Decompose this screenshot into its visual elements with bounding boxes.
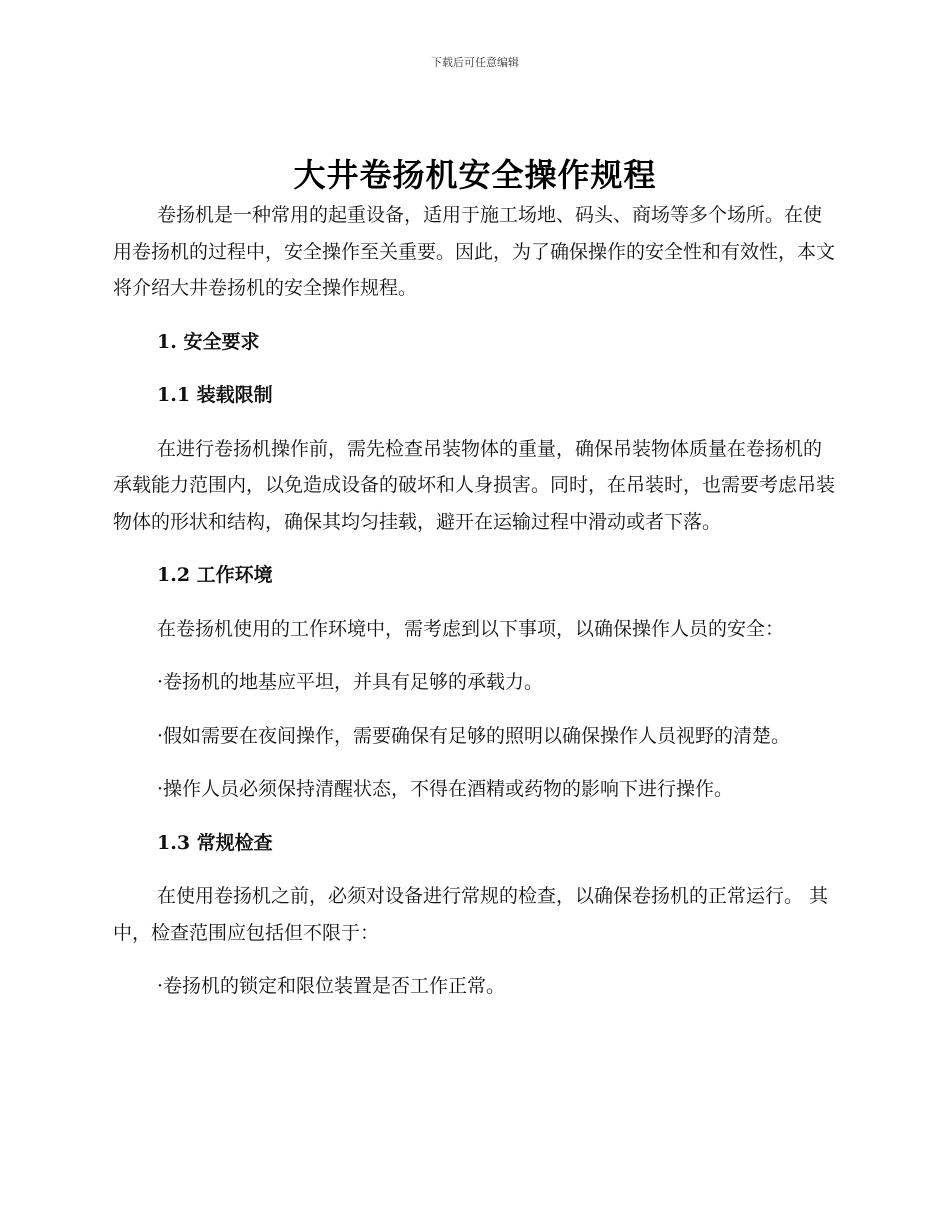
document-body: [113, 197, 837, 1005]
list-item: ·卷扬机的锁定和限位装置是否工作正常。: [157, 975, 506, 997]
section-1-1-heading: 1.1 装载限制: [157, 384, 273, 406]
section-1-3-body: 在使用卷扬机之前，必须对设备进行常规的检查，以确保卷扬机的正常运行。 其中，检查范围应包括但不限于：: [113, 885, 829, 944]
section-1-2-heading: 1.2 工作环境: [157, 564, 273, 586]
list-item: ·假如需要在夜间操作，需要确保有足够的照明以确保操作人员视野的清楚。: [157, 724, 791, 747]
document-title: 大井卷扬机安全操作规程: [293, 156, 657, 194]
section-1-1-body: 在进行卷扬机操作前，需先检查吊装物体的重量，确保吊装物体质量在卷扬机的承载能力范围内，以免造成设备的破坏和人身损害。同时，在吊装时，也需要考虑吊装物体的形状和结构，确保其均匀挂载，避开在运输过程中滑动或者下落。: [113, 437, 836, 533]
section-1-3-heading: 1.3 常规检查: [157, 831, 273, 854]
page-header-note: 下载后可任意编辑: [431, 56, 519, 69]
intro-paragraph: 卷扬机是一种常用的起重设备，适用于施工场地、码头、商场等多个场所。在使用卷扬机的过程中，安全操作至关重要。因此，为了确保操作的安全性和有效性，本文将介绍大井卷扬机的安全操作规程。: [113, 204, 836, 299]
list-item: ·卷扬机的地基应平坦，并具有足够的承载力。: [157, 671, 544, 693]
section-1-2-body: 在卷扬机使用的工作环境中，需考虑到以下事项，以确保操作人员的安全：: [157, 617, 785, 640]
section-1-heading: 1. 安全要求: [157, 330, 260, 353]
list-item: ·操作人员必须保持清醒状态，不得在酒精或药物的影响下进行操作。: [157, 778, 734, 800]
